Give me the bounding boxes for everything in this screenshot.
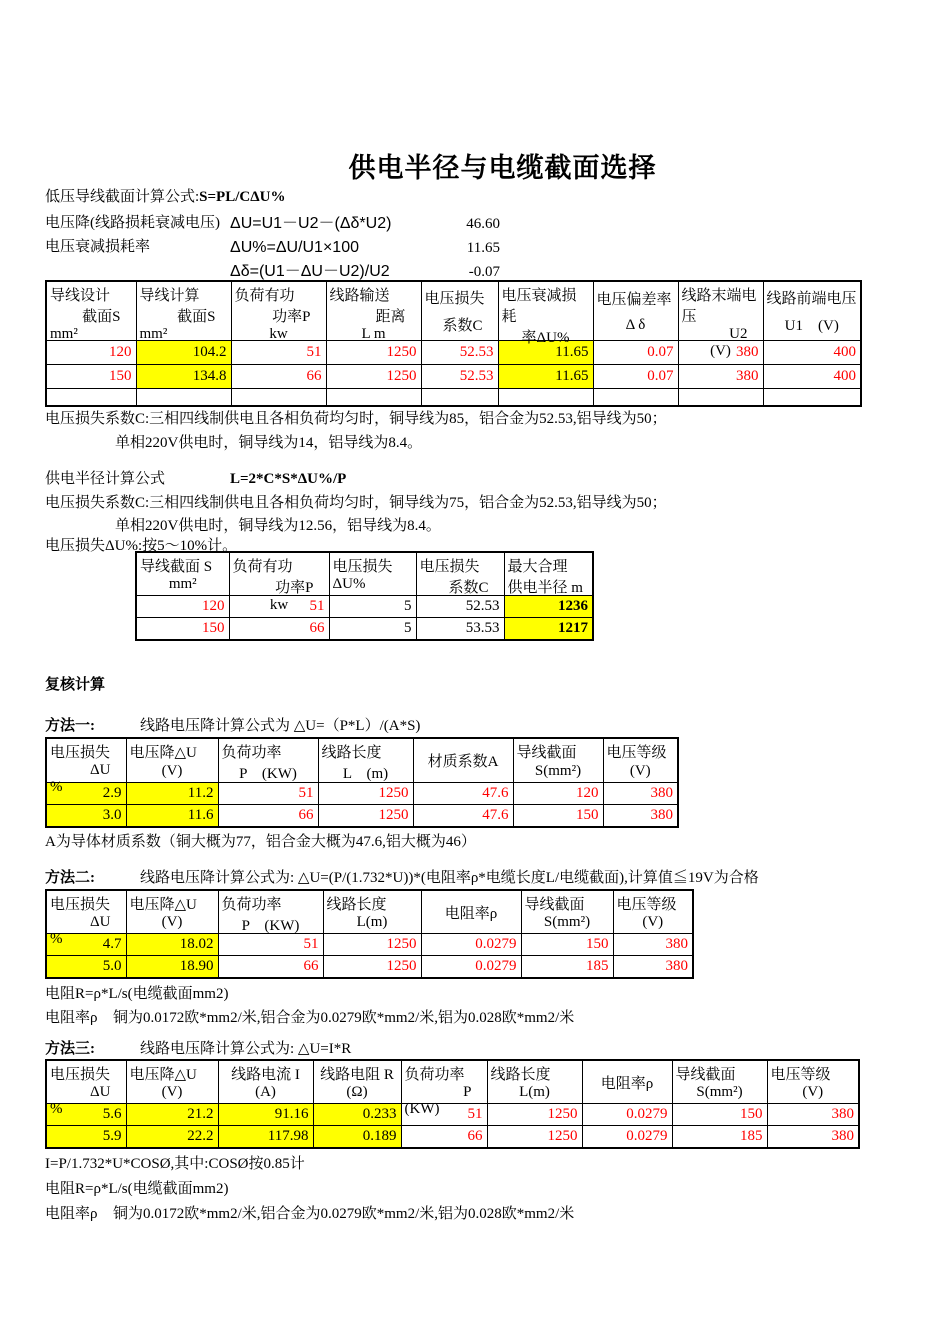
cell: 120 xyxy=(513,783,603,805)
cell: 120 xyxy=(46,341,136,365)
cell: 18.02 xyxy=(126,934,218,956)
table-row xyxy=(46,389,861,406)
cell: 51 xyxy=(401,1104,487,1126)
column-header: 负荷功率 P (KW) xyxy=(218,738,318,783)
cell xyxy=(231,389,326,406)
column-header: 负荷有功 功率P kw xyxy=(229,552,329,596)
radius-formula-row xyxy=(45,470,545,488)
supply-radius-table-grid xyxy=(135,551,594,641)
column-header: 线路电阻 R (Ω) xyxy=(313,1060,401,1104)
note-c-factor-2b: 单相220V供电时，铜导线为12.56，铝导线为8.4。 xyxy=(115,518,441,534)
cell: 150 xyxy=(672,1104,767,1126)
supply-radius-table xyxy=(135,551,594,641)
column-header: 线路前端电压 U1 (V) xyxy=(763,281,861,341)
cell: 5 xyxy=(329,596,416,618)
method3-note3 xyxy=(45,1205,574,1223)
cell: 1250 xyxy=(326,365,421,389)
table-row xyxy=(46,934,693,956)
cell: 2.9 xyxy=(46,783,126,805)
column-header: 电压损失 ΔU % xyxy=(46,890,126,934)
attenuation-rate-value: 11.65 xyxy=(466,240,500,256)
column-header: 材质系数A xyxy=(413,738,513,783)
method3-label: 方法三: xyxy=(45,1041,95,1057)
column-header: 导线截面 S(mm²) xyxy=(521,890,613,934)
column-header: 导线设计 截面S mm² xyxy=(46,281,136,341)
method2-note2-label: 电阻率ρ xyxy=(45,1010,98,1026)
cell: 120 xyxy=(136,596,229,618)
column-header: 电压损失 ΔU % xyxy=(46,738,126,783)
column-header: 负荷功率 P (KW) xyxy=(218,890,323,934)
cell: 5.9 xyxy=(46,1126,126,1148)
cell: 117.98 xyxy=(218,1126,313,1148)
cell: 134.8 xyxy=(136,365,231,389)
header-row xyxy=(46,890,693,934)
method3-table-grid xyxy=(45,1059,860,1149)
deviation-formula: Δδ=(U1－ΔU－U2)/U2 xyxy=(230,263,390,280)
column-header: 负荷功率 P (KW) xyxy=(401,1060,487,1104)
cell: 1250 xyxy=(326,341,421,365)
cell: 0.0279 xyxy=(421,934,521,956)
header-row xyxy=(46,738,678,783)
method3-formula: 线路电压降计算公式为: △U=I*R xyxy=(140,1041,352,1057)
cell: 150 xyxy=(521,934,613,956)
cell xyxy=(326,389,421,406)
method3-note1: I=P/1.732*U*COSØ,其中:COSØ按0.85计 xyxy=(45,1156,305,1172)
cell xyxy=(678,389,763,406)
cell: 380 xyxy=(603,783,678,805)
column-header: 负荷有功 功率P kw xyxy=(231,281,326,341)
method3-note2: 电阻R=ρ*L/s(电缆截面mm2) xyxy=(45,1181,229,1197)
cell: 0.0279 xyxy=(421,956,521,978)
cell xyxy=(46,389,136,406)
method1-label: 方法一: xyxy=(45,718,95,734)
method2-table-grid xyxy=(45,889,694,979)
cell: 400 xyxy=(763,365,861,389)
deviation-value: -0.07 xyxy=(468,264,500,280)
cell: 5 xyxy=(329,618,416,640)
method1-row xyxy=(45,717,745,735)
radius-formula: L=2*C*S*ΔU%/P xyxy=(230,471,347,487)
method2-label: 方法二: xyxy=(45,870,95,886)
cell: 51 xyxy=(218,934,323,956)
table-row xyxy=(46,956,693,978)
cell: 0.189 xyxy=(313,1126,401,1148)
cell: 380 xyxy=(613,934,693,956)
column-header: 电压损失 ΔU% xyxy=(329,552,416,596)
attenuation-rate-formula: ΔU%=ΔU/U1×100 xyxy=(230,239,359,256)
column-header: 导线计算 截面S mm² xyxy=(136,281,231,341)
header-row xyxy=(46,1060,859,1104)
cell: 0.07 xyxy=(593,341,678,365)
column-header: 电压等级 (V) xyxy=(613,890,693,934)
column-header: 电压损失 系数C xyxy=(421,281,498,341)
column-header: 电压损失 系数C xyxy=(416,552,504,596)
voltage-drop-label: 电压降(线路损耗衰减电压) xyxy=(45,215,220,231)
cell: 104.2 xyxy=(136,341,231,365)
column-header: 电压降△U (V) xyxy=(126,738,218,783)
cell: 53.53 xyxy=(416,618,504,640)
method1-formula: 线路电压降计算公式为 △U=（P*L）/(A*S) xyxy=(140,718,421,734)
cell: 51 xyxy=(229,596,329,618)
cell: 51 xyxy=(231,341,326,365)
page-title: 供电半径与电缆截面选择 xyxy=(348,153,657,183)
column-header: 线路长度 L (m) xyxy=(318,738,413,783)
attenuation-rate-row xyxy=(45,238,515,258)
cell: 0.0279 xyxy=(582,1104,672,1126)
cell: 22.2 xyxy=(126,1126,218,1148)
cell xyxy=(421,389,498,406)
cell: 380 xyxy=(603,805,678,827)
cell: 11.65 xyxy=(498,365,593,389)
voltage-drop-formula: ΔU=U1－U2－(Δδ*U2) xyxy=(230,215,392,232)
cell: 1250 xyxy=(487,1104,582,1126)
cell: 1250 xyxy=(318,805,413,827)
column-header: 电压降△U (V) xyxy=(126,890,218,934)
cell xyxy=(136,389,231,406)
cell: 150 xyxy=(136,618,229,640)
table-row xyxy=(46,805,678,827)
column-header: 电阻率ρ xyxy=(582,1060,672,1104)
cell: 1250 xyxy=(323,934,421,956)
cell: 52.53 xyxy=(421,365,498,389)
method3-note3-text: 铜为0.0172欧*mm2/米,铝合金为0.0279欧*mm2/米,铝为0.028欧*mm2/米 xyxy=(113,1206,575,1222)
cell: 66 xyxy=(229,618,329,640)
column-header: 最大合理 供电半径 m xyxy=(504,552,593,596)
cell: 18.90 xyxy=(126,956,218,978)
column-header: 导线截面 S(mm²) xyxy=(513,738,603,783)
cell: 47.6 xyxy=(413,783,513,805)
cell: 1250 xyxy=(323,956,421,978)
column-header: 导线截面 S(mm²) xyxy=(672,1060,767,1104)
cell xyxy=(763,389,861,406)
cell: 0.0279 xyxy=(582,1126,672,1148)
cell: 380 xyxy=(678,365,763,389)
column-header: 导线截面 S mm² xyxy=(136,552,229,596)
method3-table xyxy=(45,1059,860,1149)
column-header: 电压衰减损耗 率ΔU% xyxy=(498,281,593,341)
cell: 66 xyxy=(401,1126,487,1148)
voltage-loss-table-grid xyxy=(45,280,862,407)
cell: 52.53 xyxy=(421,341,498,365)
cell: 380 xyxy=(767,1104,859,1126)
cell: 4.7 xyxy=(46,934,126,956)
method2-note2 xyxy=(45,1009,574,1027)
method1-table xyxy=(45,737,679,828)
header-row xyxy=(136,552,593,596)
note-c-factor-1: 电压损失系数C:三相四线制供电且各相负荷均匀时，铜导线为85，铝合金为52.53,铝导线为50； xyxy=(45,411,667,427)
column-header: 电压偏差率 Δ δ xyxy=(593,281,678,341)
attenuation-rate-label: 电压衰减损耗率 xyxy=(45,239,151,255)
column-header: 线路长度 L(m) xyxy=(323,890,421,934)
cell: 150 xyxy=(46,365,136,389)
table-row xyxy=(136,618,593,640)
cell: 185 xyxy=(672,1126,767,1148)
cell: 47.6 xyxy=(413,805,513,827)
column-header: 电阻率ρ xyxy=(421,890,521,934)
cell xyxy=(498,389,593,406)
method2-note2-text: 铜为0.0172欧*mm2/米,铝合金为0.0279欧*mm2/米,铝为0.028欧*mm2/米 xyxy=(113,1010,575,1026)
column-header: 线路电流 I (A) xyxy=(218,1060,313,1104)
cell: 91.16 xyxy=(218,1104,313,1126)
cable-formula-label: 低压导线截面计算公式: xyxy=(45,189,200,205)
voltage-drop-value: 46.60 xyxy=(466,216,500,232)
note-c-factor-2: 电压损失系数C:三相四线制供电且各相负荷均匀时，铜导线为75，铝合金为52.53,铝导线为50； xyxy=(45,495,667,511)
radius-formula-label: 供电半径计算公式 xyxy=(45,471,166,487)
cell: 185 xyxy=(521,956,613,978)
cell: 52.53 xyxy=(416,596,504,618)
table-row xyxy=(46,1126,859,1148)
column-header: 电压损失 ΔU % xyxy=(46,1060,126,1104)
column-header: 线路长度 L(m) xyxy=(487,1060,582,1104)
cell: 66 xyxy=(218,956,323,978)
column-header: 电压等级 (V) xyxy=(603,738,678,783)
cell: 380 xyxy=(767,1126,859,1148)
cell: 5.0 xyxy=(46,956,126,978)
method2-note1: 电阻R=ρ*L/s(电缆截面mm2) xyxy=(45,986,229,1002)
header-row xyxy=(46,281,861,341)
cell: 3.0 xyxy=(46,805,126,827)
method3-note3-label: 电阻率ρ xyxy=(45,1206,98,1222)
cell: 1250 xyxy=(318,783,413,805)
cell: 380 xyxy=(678,341,763,365)
section-cable-formula xyxy=(45,188,285,206)
cell xyxy=(593,389,678,406)
method3-row xyxy=(45,1040,945,1058)
cell: 11.65 xyxy=(498,341,593,365)
column-header: 电压降△U (V) xyxy=(126,1060,218,1104)
cell: 51 xyxy=(218,783,318,805)
note-du-percent: 电压损失ΔU%:按5～10%计。 xyxy=(45,538,238,554)
deviation-row xyxy=(45,262,515,282)
cell: 5.6 xyxy=(46,1104,126,1126)
column-header: 电压等级 (V) xyxy=(767,1060,859,1104)
method1-note: A为导体材质系数（铜大概为77，铝合金大概为47.6,铝大概为46） xyxy=(45,834,476,850)
voltage-loss-table xyxy=(45,280,862,407)
table-row xyxy=(46,783,678,805)
cell: 21.2 xyxy=(126,1104,218,1126)
method2-formula: 线路电压降计算公式为: △U=(P/(1.732*U))*(电阻率ρ*电缆长度L/电缆截面),计算值≦19V为合格 xyxy=(140,870,759,886)
cell: 1236 xyxy=(504,596,593,618)
cable-formula: S=PL/CΔU% xyxy=(199,189,286,205)
cell: 11.6 xyxy=(126,805,218,827)
cell: 0.233 xyxy=(313,1104,401,1126)
cell: 400 xyxy=(763,341,861,365)
voltage-drop-row xyxy=(45,214,515,234)
table-row xyxy=(136,596,593,618)
note-c-factor-1b: 单相220V供电时，铜导线为14，铝导线为8.4。 xyxy=(115,435,423,451)
table-row xyxy=(46,365,861,389)
cell: 66 xyxy=(231,365,326,389)
method1-table-grid xyxy=(45,737,679,828)
cell: 0.07 xyxy=(593,365,678,389)
cell: 380 xyxy=(613,956,693,978)
method2-row xyxy=(45,869,945,887)
cell: 1217 xyxy=(504,618,593,640)
column-header: 线路末端电压 U2 (V) xyxy=(678,281,763,341)
cell: 150 xyxy=(513,805,603,827)
table-row xyxy=(46,341,861,365)
method2-table xyxy=(45,889,694,979)
review-title: 复核计算 xyxy=(45,677,106,693)
cell: 11.2 xyxy=(126,783,218,805)
cell: 1250 xyxy=(487,1126,582,1148)
column-header: 线路输送 距离 L m xyxy=(326,281,421,341)
cell: 66 xyxy=(218,805,318,827)
